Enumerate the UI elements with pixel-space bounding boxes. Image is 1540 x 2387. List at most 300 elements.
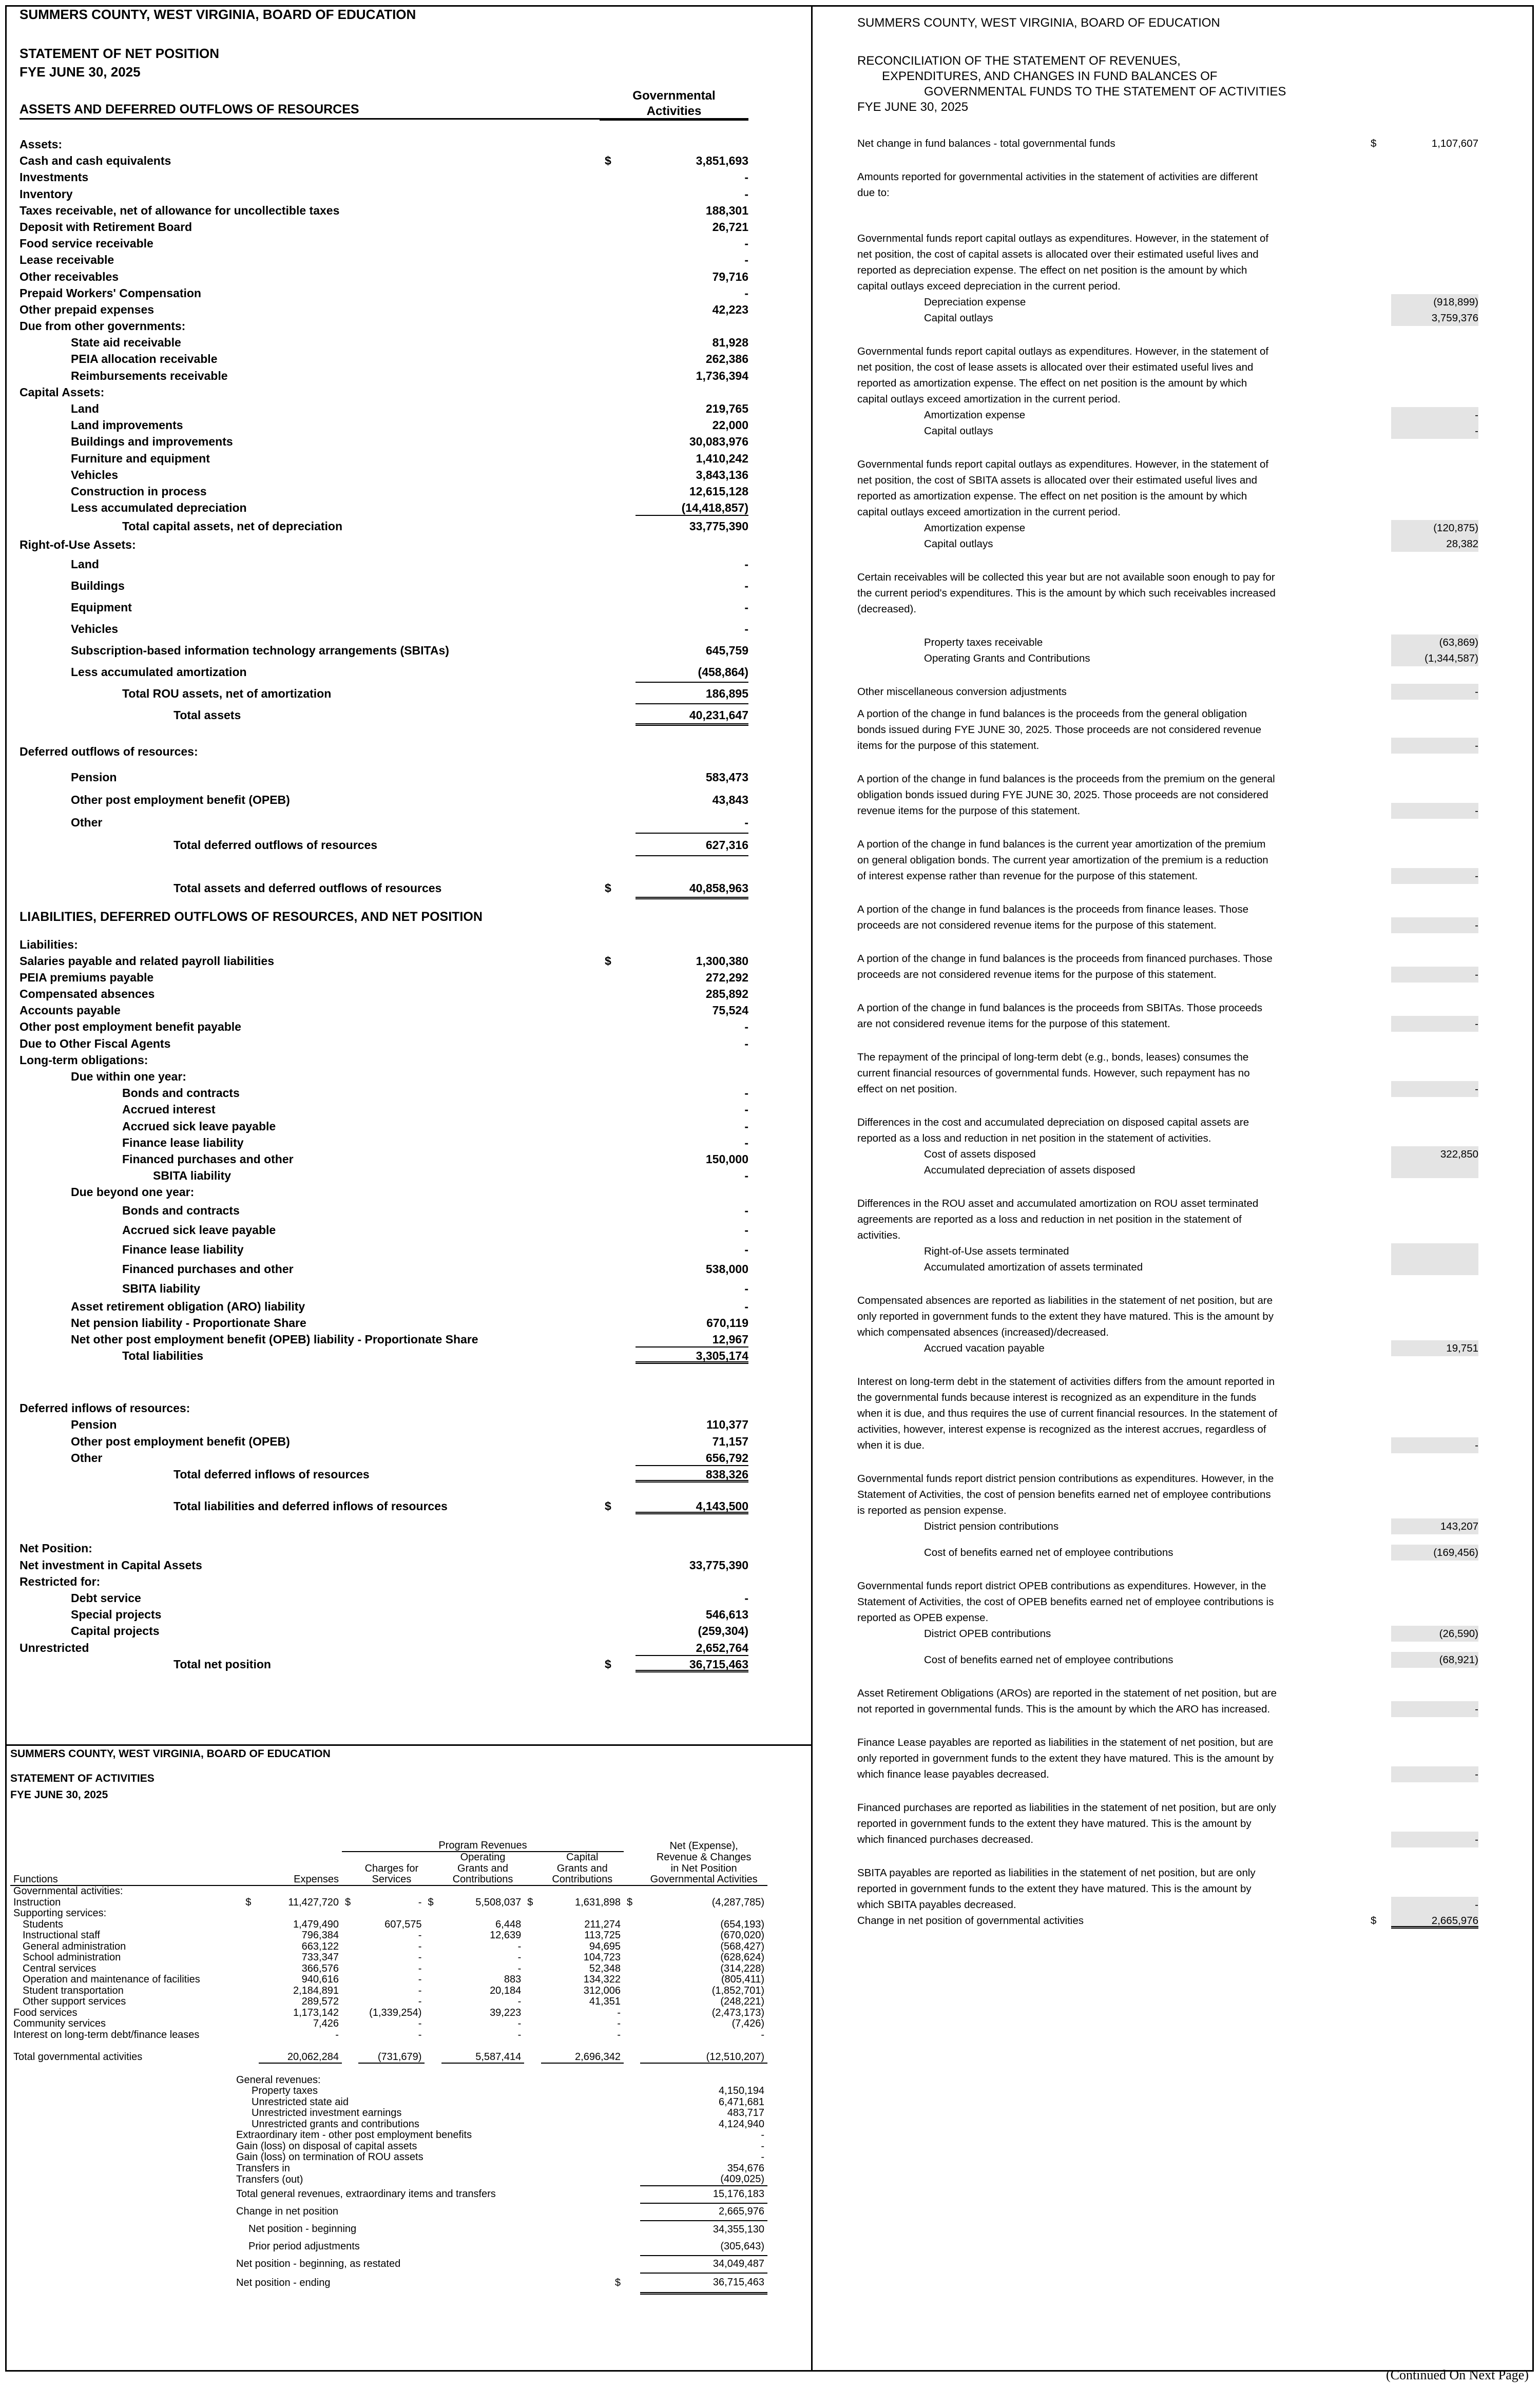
table-row: [10, 2174, 767, 2186]
cell-net: 483,717: [727, 2107, 764, 2119]
cell-d2: [342, 1919, 358, 1931]
cell-capital: -: [617, 2007, 621, 2018]
table-row: [10, 2018, 767, 2030]
row-w-sbita: SBITA liability -: [153, 1169, 748, 1183]
cell-d3: [425, 2008, 441, 2019]
row-di-pension: Pension 110,377: [71, 1418, 748, 1432]
reconciliation: [857, 15, 1519, 1929]
table-row: [10, 2097, 767, 2108]
cell-expenses: 366,576: [301, 1962, 339, 1974]
cell-net: (628,624): [720, 1952, 764, 1964]
cell-expenses: 663,122: [301, 1940, 339, 1952]
cell-capital: -: [617, 2018, 621, 2030]
table-row: [10, 1941, 767, 1953]
liabilities-heading: Liabilities:: [20, 937, 78, 951]
cell-net: 4,150,194: [719, 2085, 764, 2097]
row-peia-premiums: PEIA premiums payable 272,292: [20, 970, 748, 984]
capital-header-3: Contributions: [541, 1874, 624, 1886]
row-debt-service: Debt service -: [71, 1591, 748, 1605]
cell-d3: $: [428, 1896, 434, 1908]
row-np-beginning: Net position - beginning 34,355,130: [248, 2223, 764, 2235]
table-row: [10, 2008, 767, 2019]
rec-p-rou-terminated: Differences in the ROU asset and accumulated amortization on ROU asset terminated agreements are reported as a loss and reduction in net position in the statement of activities.: [857, 1198, 1259, 1241]
cell-d3: [425, 1996, 441, 2008]
row-w-accrued-interest: Accrued interest -: [122, 1103, 748, 1116]
table-row: [10, 2030, 767, 2041]
rec-rou-accum-terminated: Accumulated amortization of assets terminated: [857, 1259, 1519, 1275]
cell-d4: [524, 1919, 541, 1931]
rec-district-pension: District pension contributions 143,207: [857, 1518, 1519, 1534]
table-row: [10, 1897, 767, 1909]
row-do-opeb: Other post employment benefit (OPEB) 43,843: [71, 793, 748, 806]
cell-net: (409,025): [640, 2174, 767, 2186]
table-row: [10, 1974, 767, 1986]
cell-label: Other support services: [23, 1996, 126, 2008]
cell-label: Community services: [13, 2018, 106, 2030]
cell-d4: [524, 1964, 541, 1975]
cell-label: Gain (loss) on termination of ROU assets: [236, 2151, 424, 2163]
rec-rou-terminated: Right-of-Use assets terminated: [857, 1243, 1519, 1259]
table-row: [10, 2119, 767, 2130]
rec-title-2: RECONCILIATION OF THE STATEMENT OF REVENUES,: [857, 54, 1181, 68]
cell-d2: [342, 1952, 358, 1964]
cell-charges: -: [418, 1896, 422, 1908]
row-aro: Asset retirement obligation (ARO) liability -: [71, 1299, 748, 1313]
rec-block-go-bonds: A portion of the change in fund balances is the proceeds from the general obligation bonds issued during FYE JUNE 30, 2025. Those proceeds are not considered revenue items for the purpose of this statement. -: [857, 706, 1519, 754]
rec-p-depreciation: Governmental funds report capital outlays as expenditures. However, in the statement of net position, the cost of capital assets is allocated over their estimated useful lives and reported as depreciation expense. The effect on net position is the amount by which capital outlays exceed depreciation in the current period.: [857, 233, 1269, 292]
cell-net: (4,287,785): [711, 1896, 764, 1908]
cell-expenses: 289,572: [301, 1996, 339, 2008]
snp-column-header: [600, 88, 748, 121]
charges-header-2: Services: [358, 1874, 425, 1886]
row-total-rou: Total ROU assets, net of amortization 186,895: [20, 683, 748, 704]
cell-expenses: 940,616: [301, 1974, 339, 1986]
row-b-sick: Accrued sick leave payable -: [122, 1223, 748, 1237]
rec-accum-disposed: Accumulated depreciation of assets disposed: [857, 1162, 1519, 1178]
cell-net: (7,426): [732, 2018, 764, 2030]
section-divider: [5, 1744, 811, 1746]
cell-net: (568,427): [720, 1940, 764, 1952]
table-row: [10, 2086, 767, 2097]
activities-table: [10, 1840, 767, 2295]
cell-d1: [242, 1996, 259, 2008]
row-b-fin-lease: Finance lease liability -: [122, 1242, 748, 1256]
cell-d5: $: [627, 1896, 633, 1908]
cell-net: (654,193): [720, 1918, 764, 1930]
cell-label: General administration: [23, 1940, 126, 1952]
cell-expenses: 11,427,720: [288, 1896, 339, 1908]
cell-d3: [425, 1964, 441, 1975]
cell-expenses: 796,384: [301, 1930, 339, 1941]
cell-charges: -: [418, 1952, 422, 1964]
rec-title-4: GOVERNMENTAL FUNDS TO THE STATEMENT OF ACTIVITIES: [924, 85, 1286, 99]
cell-d2: [342, 2008, 358, 2019]
cell-expenses: 1,173,142: [293, 2007, 339, 2018]
assets-heading: Assets:: [20, 138, 63, 151]
cell-net: (314,228): [720, 1962, 764, 1974]
cell-net: -: [761, 2140, 764, 2152]
rec-operating-grants: Operating Grants and Contributions (1,344,587): [857, 650, 1519, 666]
soa-title-entity: SUMMERS COUNTY, WEST VIRGINIA, BOARD OF EDUCATION: [10, 1748, 331, 1760]
rec-misc-conversion: Other miscellaneous conversion adjustments -: [857, 684, 1519, 700]
row-total-assets-do: Total assets and deferred outflows of resources $ 40,858,963: [20, 877, 748, 899]
cell-d5: [624, 1974, 640, 1986]
rec-depreciation-expense: Depreciation expense (918,899): [857, 294, 1519, 310]
net-header-4: Governmental Activities: [640, 1874, 767, 1886]
cell-operating: -: [517, 1940, 522, 1952]
cell-d4: [524, 1941, 541, 1953]
cell-label: Unrestricted grants and contributions: [252, 2118, 419, 2130]
row-total-liab-di: Total liabilities and deferred inflows of resources $ 4,143,500: [20, 1498, 748, 1514]
rec-amortization-2: Amortization expense (120,875): [857, 520, 1519, 536]
cell-d4: [524, 1996, 541, 2008]
due-beyond-heading: Due beyond one year:: [71, 1185, 195, 1199]
row-total-net-position: Total net position $ 36,715,463: [20, 1656, 748, 1672]
cell-d3: [425, 1919, 441, 1931]
cell-capital: -: [617, 2029, 621, 2040]
cell-label: Property taxes: [252, 2085, 318, 2097]
deferred-outflows-heading: Deferred outflows of resources:: [20, 744, 198, 758]
cell-charges: -: [418, 1974, 422, 1986]
cell-charges: 607,575: [384, 1918, 422, 1930]
row-rou-equipment: Equipment -: [71, 600, 748, 614]
row-di-other: Other 656,792: [20, 1450, 748, 1466]
cell-d2: [342, 1908, 358, 1919]
functions-header: Functions: [10, 1874, 242, 1886]
cell-operating: 39,223: [490, 2007, 522, 2018]
table-row: [10, 1930, 767, 1941]
cell-d5: [624, 1919, 640, 1931]
rec-net-change: Net change in fund balances - total governmental funds $ 1,107,607: [857, 138, 1478, 149]
row-cash: Cash and cash equivalents $ 3,851,693: [20, 154, 748, 168]
cell-d5: [624, 2030, 640, 2041]
cell-charges: -: [418, 2018, 422, 2030]
table-row: [10, 2141, 767, 2152]
row-total-capital: Total capital assets, net of depreciation 33,775,390: [122, 519, 748, 533]
cell-charges: -: [418, 1930, 422, 1941]
rec-title-5: FYE JUNE 30, 2025: [857, 100, 969, 114]
table-row: [10, 1952, 767, 1964]
statement-of-net-position: [20, 6, 748, 1672]
continued-footer: (Continued On Next Page): [1386, 2367, 1529, 2382]
cell-expenses: 7,426: [313, 2018, 339, 2030]
row-deposit-retirement: Deposit with Retirement Board 26,721: [20, 220, 748, 234]
cell-net: -: [761, 2151, 764, 2163]
cell-d5: [624, 1941, 640, 1953]
rec-p-opeb: Governmental funds report district OPEB contributions as expenditures. However, in the Statement of Activities, the cost of OPEB benefits earned net of employee contributions is reported as OPEB expense.: [857, 1580, 1274, 1624]
row-b-fin-purch: Financed purchases and other 538,000: [122, 1262, 748, 1276]
general-revenues-heading: General revenues:: [236, 2074, 321, 2086]
cell-d5: [624, 1964, 640, 1975]
row-reimbursements: Reimbursements receivable 1,736,394: [71, 369, 748, 382]
snp-title-statement: STATEMENT OF NET POSITION: [20, 46, 220, 61]
table-row: [10, 2130, 767, 2141]
cell-net: 4,124,940: [719, 2118, 764, 2130]
operating-header-1: Operating: [460, 1852, 506, 1863]
cell-d1: [242, 1930, 259, 1941]
cell-d3: [425, 1986, 441, 1997]
general-revenue-rows: [10, 2086, 767, 2186]
row-lease-receivable: Lease receivable -: [20, 253, 748, 267]
cell-label: Instructional staff: [23, 1930, 100, 1941]
rec-p-receivables: Certain receivables will be collected this year but are not available soon enough to pay for the current period's expenditures. This is the amount by which such receivables increased (decreased).: [857, 571, 1276, 615]
rec-cost-disposed: Cost of assets disposed 322,850: [857, 1146, 1519, 1162]
row-di-opeb: Other post employment benefit (OPEB) 71,157: [71, 1434, 748, 1448]
cell-d1: [242, 2030, 259, 2041]
cell-capital: [541, 1908, 624, 1919]
table-row: [10, 1908, 767, 1919]
cell-d5: [624, 1930, 640, 1941]
cell-d1: [242, 1974, 259, 1986]
cell-capital: 312,006: [583, 1985, 621, 1996]
rec-capital-outlays-3: Capital outlays 28,382: [857, 536, 1519, 552]
row-total-assets: Total assets 40,231,647: [20, 704, 748, 726]
row-do-other: Other -: [20, 811, 748, 834]
cell-expenses: 2,184,891: [293, 1985, 339, 1996]
cell-d5: [624, 2008, 640, 2019]
net-position-heading: Net Position:: [20, 1542, 92, 1555]
cell-charges: -: [418, 2029, 422, 2040]
row-investments: Investments -: [20, 170, 748, 184]
cell-d1: [242, 1919, 259, 1931]
cell-d3: [425, 2030, 441, 2041]
table-row: [10, 1996, 767, 2008]
row-niica: Net investment in Capital Assets 33,775,390: [20, 1558, 748, 1572]
header-program-revenues: [10, 1840, 767, 1852]
cell-label: Interest on long-term debt/finance leases: [13, 2029, 200, 2040]
cell-label: Operation and maintenance of facilities: [23, 1974, 200, 1986]
cell-d4: [524, 1930, 541, 1941]
cell-operating: [441, 1908, 524, 1919]
col-header-line1: Governmental: [632, 89, 716, 103]
rec-block-premium: A portion of the change in fund balances is the proceeds from the premium on the general obligation bonds issued during FYE JUNE 30, 2025. Those proceeds are not considered revenue items for the purpose of this statement. -: [857, 771, 1519, 819]
cell-capital: 113,725: [584, 1930, 621, 1941]
row-w-fin-purch: Financed purchases and other 150,000: [122, 1152, 748, 1166]
cell-charges: -: [418, 1962, 422, 1974]
rec-district-opeb: District OPEB contributions (26,590): [857, 1626, 1519, 1642]
cell-expenses: 1,479,490: [293, 1918, 339, 1930]
table-row: [10, 1964, 767, 1975]
cell-operating: 12,639: [490, 1930, 522, 1941]
row-unrestricted: Unrestricted 2,652,764: [20, 1640, 748, 1656]
row-buildings: Buildings and improvements 30,083,976: [71, 435, 748, 449]
cell-d1: [242, 1908, 259, 1919]
rec-p-disposed: Differences in the cost and accumulated depreciation on disposed capital assets are reported as a loss and reduction in net position in the statement of activities.: [857, 1116, 1249, 1144]
cell-expenses: [259, 1908, 341, 1919]
cell-charges: [358, 1908, 425, 1919]
row-food-receivable: Food service receivable -: [20, 237, 748, 251]
cell-d2: [342, 2018, 358, 2030]
cell-d1: [242, 1941, 259, 1953]
rec-cost-opeb: Cost of benefits earned net of employee contributions (68,921): [857, 1652, 1519, 1668]
cell-label: Unrestricted investment earnings: [252, 2107, 402, 2119]
row-salaries: Salaries payable and related payroll liabilities $ 1,300,380: [20, 954, 748, 968]
row-np-ending: Net position - ending $ 36,715,463: [10, 2273, 767, 2294]
cell-net: 354,676: [727, 2162, 764, 2174]
cell-net: (670,020): [720, 1930, 764, 1941]
cell-d5: [624, 1986, 640, 1997]
cell-label: Supporting services:: [13, 1908, 107, 1919]
row-npl: Net pension liability - Proportionate Share 670,119: [71, 1316, 748, 1330]
cell-net: -: [761, 2029, 764, 2040]
cell-d1: [242, 1952, 259, 1964]
cell-operating: 5,508,037: [475, 1896, 522, 1908]
cell-label: Transfers in: [236, 2162, 290, 2174]
row-other-receivables: Other receivables 79,716: [20, 270, 748, 283]
rec-block-fin-lease-pay: Finance Lease payables are reported as liabilities in the statement of net position, but are only reported in government funds to the extent they have matured. This is the amount by which finance lease payables decreased. -: [857, 1735, 1519, 1782]
row-less-accum-dep: Less accumulated depreciation (14,418,857): [20, 499, 748, 516]
row-b-bonds: Bonds and contracts -: [122, 1203, 748, 1217]
snp-title-entity: SUMMERS COUNTY, WEST VIRGINIA, BOARD OF EDUCATION: [20, 7, 416, 22]
cell-d3: [425, 2018, 441, 2030]
cell-d1: [242, 2008, 259, 2019]
cell-charges: (1,339,254): [369, 2007, 422, 2018]
table-row: [10, 1986, 767, 1997]
rec-change-net-position: Change in net position of governmental activities $ 2,665,976: [857, 1913, 1519, 1929]
activities-rows: [10, 1897, 767, 2041]
cell-label: School administration: [23, 1952, 121, 1964]
soa-title-date: FYE JUNE 30, 2025: [10, 1789, 108, 1801]
net-header-3: in Net Position: [670, 1862, 737, 1874]
capital-header-2: Grants and: [556, 1862, 608, 1874]
cell-d3: [425, 1974, 441, 1986]
cell-label: Food services: [13, 2007, 78, 2018]
rec-block-fin-lease: A portion of the change in fund balances is the proceeds from finance leases. Those proceeds are not considered revenue items for the purpose of this statement. -: [857, 901, 1519, 933]
cell-operating: -: [517, 1996, 522, 2008]
section-liabilities-heading: LIABILITIES, DEFERRED OUTFLOWS OF RESOURCES, AND NET POSITION: [20, 909, 483, 924]
capital-header-1: Capital: [566, 1852, 599, 1863]
cell-net: (2,473,173): [711, 2007, 764, 2018]
cell-operating: 883: [504, 1974, 522, 1986]
rec-block-repayment: The repayment of the principal of long-term debt (e.g., bonds, leases) consumes the current financial resources of governmental funds. However, such repayment has no effect on net position. -: [857, 1049, 1519, 1097]
rec-title-entity: SUMMERS COUNTY, WEST VIRGINIA, BOARD OF EDUCATION: [857, 16, 1220, 30]
cell-d3: [425, 1908, 441, 1919]
row-peia-allocation: PEIA allocation receivable 262,386: [71, 352, 748, 366]
cell-d2: [342, 1996, 358, 2008]
cell-d5: [624, 1908, 640, 1919]
row-prior-adj: Prior period adjustments (305,643): [10, 2238, 767, 2256]
cell-label: Unrestricted state aid: [252, 2096, 349, 2108]
row-capital-projects: Capital projects (259,304): [71, 1624, 748, 1638]
due-within-heading: Due within one year:: [71, 1070, 186, 1083]
charges-header-1: Charges for: [364, 1862, 419, 1874]
cell-operating: 6,448: [495, 1918, 522, 1930]
cell-capital: 104,723: [583, 1952, 621, 1964]
cell-d5: [624, 2018, 640, 2030]
cell-label: Extraordinary item - other post employment benefits: [236, 2129, 472, 2141]
row-state-aid: State aid receivable 81,928: [71, 336, 748, 350]
cell-d3: [425, 1941, 441, 1953]
rec-property-taxes: Property taxes receivable (63,869): [857, 634, 1519, 650]
column-divider: [811, 5, 813, 2372]
net-header-2: Revenue & Changes: [656, 1852, 752, 1863]
rec-p-lease: Governmental funds report capital outlays as expenditures. However, in the statement of net position, the cost of lease assets is allocated over their estimated useful lives and reported as amortization expense. The effect on net position is the amount by which capital outlays exceed amortization in the current period.: [857, 345, 1269, 405]
cell-capital: 52,348: [589, 1962, 621, 1974]
cell-capital: 211,274: [584, 1918, 621, 1930]
row-change-np: Change in net position 2,665,976: [10, 2203, 767, 2221]
row-construction: Construction in process 12,615,128: [71, 484, 748, 498]
cell-d5: [624, 1996, 640, 2008]
cell-charges: -: [418, 1996, 422, 2008]
row-w-bonds: Bonds and contracts -: [122, 1086, 748, 1100]
cell-d2: [342, 2030, 358, 2041]
row-other-prepaid: Other prepaid expenses 42,223: [20, 302, 748, 316]
rec-amortization-1: Amortization expense -: [857, 407, 1519, 423]
cell-d4: [524, 1908, 541, 1919]
rec-capital-outlays-2: Capital outlays -: [857, 423, 1519, 439]
cell-capital: 94,695: [589, 1940, 621, 1952]
row-total-do: Total deferred outflows of resources 627,316: [20, 834, 748, 856]
cell-d4: [524, 2018, 541, 2030]
cell-label: Student transportation: [23, 1985, 124, 1996]
rec-accrued-vacation: Accrued vacation payable 19,751: [857, 1340, 1519, 1356]
rec-cost-pension: Cost of benefits earned net of employee contributions (169,456): [857, 1545, 1519, 1561]
cell-d4: [524, 1974, 541, 1986]
cell-label: Central services: [23, 1962, 97, 1974]
cell-net: (805,411): [721, 1974, 764, 1986]
cell-net: -: [761, 2129, 764, 2141]
table-row: [10, 2152, 767, 2163]
cell-d2: [342, 1941, 358, 1953]
table-row: [10, 2108, 767, 2119]
cell-operating: -: [517, 1952, 522, 1964]
row-nopeb: Net other post employment benefit (OPEB) liability - Proportionate Share 12,967: [20, 1331, 748, 1348]
restricted-heading: Restricted for:: [20, 1574, 101, 1588]
rec-capital-outlays-1: Capital outlays 3,759,376: [857, 310, 1519, 326]
row-rou-land: Land -: [71, 557, 748, 571]
cell-charges: -: [418, 1985, 422, 1996]
operating-header-2: Grants and: [457, 1862, 508, 1874]
rec-p-sbita: Governmental funds report capital outlays as expenditures. However, in the statement of net position, the cost of SBITA assets is allocated over their estimated useful lives and reported as amortization expense. The effect on net position is the amount by which capital outlays exceed amortization in the current period.: [857, 458, 1269, 518]
row-vehicles: Vehicles 3,843,136: [71, 468, 748, 482]
cell-d2: [342, 1974, 358, 1986]
operating-header-3: Contributions: [441, 1874, 524, 1886]
deferred-inflows-heading: Deferred inflows of resources:: [20, 1401, 190, 1415]
row-total-liabilities: Total liabilities 3,305,174: [20, 1348, 748, 1364]
rec-block-aro: Asset Retirement Obligations (AROs) are reported in the statement of net position, but are not reported in governmental funds. This is the amount by which the ARO has increased. -: [857, 1685, 1519, 1717]
net-header-1: Net (Expense),: [669, 1840, 738, 1852]
rec-intro: Amounts reported for governmental activities in the statement of activities are different due to:: [857, 171, 1258, 199]
row-w-sick: Accrued sick leave payable -: [122, 1119, 748, 1133]
cell-net: 6,471,681: [719, 2096, 764, 2108]
row-np-restated: Net position - beginning, as restated 34,049,487: [10, 2256, 767, 2273]
cell-net: [640, 1908, 767, 1919]
row-rou-buildings: Buildings -: [71, 579, 748, 592]
row-sbita: Subscription-based information technology arrangements (SBITAs) 645,759: [71, 643, 748, 657]
cell-d4: [524, 2008, 541, 2019]
row-opeb-payable: Other post employment benefit payable -: [20, 1020, 748, 1034]
row-taxes-receivable: Taxes receivable, net of allowance for uncollectible taxes 188,301: [20, 203, 748, 217]
cell-net: (248,221): [720, 1996, 764, 2008]
cell-label: Students: [23, 1918, 63, 1930]
cell-d1: [242, 1986, 259, 1997]
row-rou-less-amort: Less accumulated amortization (458,864): [20, 661, 748, 683]
row-accounts-payable: Accounts payable 75,524: [20, 1004, 748, 1017]
snp-title-date: FYE JUNE 30, 2025: [20, 64, 141, 80]
col-header-line2: Activities: [646, 104, 702, 118]
gov-activities-heading: Governmental activities:: [13, 1885, 123, 1897]
cell-d4: $: [527, 1896, 533, 1908]
row-land-improvements: Land improvements 22,000: [71, 418, 748, 432]
cell-d5: [624, 1952, 640, 1964]
cell-d4: [524, 1952, 541, 1964]
cell-label: Gain (loss) on disposal of capital assets: [236, 2140, 417, 2152]
rou-heading: Right-of-Use Assets:: [20, 538, 136, 552]
rec-block-amort-premium: A portion of the change in fund balances is the current year amortization of the premium on general obligation bonds. The current year amortization of the premium is a reduction of interest expense rather than revenue for the purpose of this statement. -: [857, 836, 1519, 884]
cell-operating: 20,184: [490, 1985, 522, 1996]
cell-d1: $: [245, 1896, 252, 1908]
row-furniture: Furniture and equipment 1,410,242: [71, 451, 748, 465]
